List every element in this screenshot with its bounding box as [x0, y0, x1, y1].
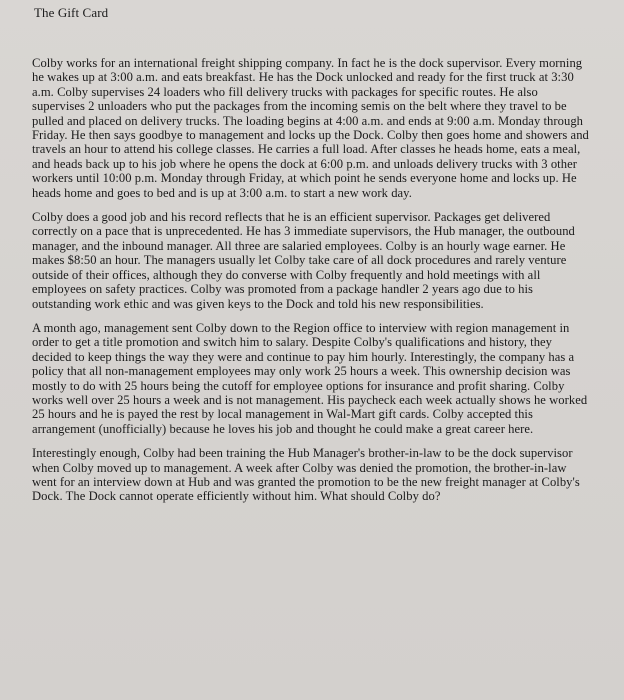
paragraph-4: Interestingly enough, Colby had been training the Hub Manager's brother-in-law to be the dock supervisor when Colby moved up to management. A week after Colby was denied the promotion, the brother-in-law went for an interview down at Hub and was granted the promotion to be the new freight manager at Colby's Dock. The Dock cannot operate efficiently without him. What should Colby do? — [32, 446, 580, 504]
document-body — [32, 56, 590, 514]
document-title: The Gift Card — [34, 5, 109, 20]
paragraph-3: A month ago, management sent Colby down to the Region office to interview with region management in order to get a title promotion and switch him to salary. Despite Colby's qualifications and history, they decided to keep things the way they were and continue to pay him hourly. Interestingly, the company has a policy that all non-management employees may only work 25 hours a week. This ownership decision was mostly to do with 25 hours being the cutoff for employee options for insurance and profit sharing. Colby works well over 25 hours a week and is not management. His paycheck each week actually shows he worked 25 hours and he is payed the rest by local management in Wal-Mart gift cards. Colby accepted this arrangement (unofficially) because he loves his job and thought he could make a great career here. — [32, 320, 588, 436]
paragraph-1: Colby works for an international freight shipping company. In fact he is the dock supervisor. Every morning he wakes up at 3:00 a.m. and eats breakfast. He has the Dock unlocked and ready for the first truck at 3:30 a.m. Colby supervises 24 loaders who fill delivery trucks with packages for specific routes. He also supervises 2 unloaders who put the packages from the incoming semis on the belt where they travel to be pulled and placed on delivery trucks. The loading begins at 4:00 a.m. and ends at 9:00 a.m. Monday through Friday. He then says goodbye to management and locks up the Dock. Colby then goes home and showers and travels an hour to attend his college classes. He carries a full load. After classes he heads home, eats a meal, and heads back up to his job where he opens the dock at 6:00 p.m. and unloads delivery trucks with 3 other workers until 10:00 p.m. Monday through Friday, at which point he sends everyone home and locks up. He heads home and goes to bed and is up at 3:00 a.m. to start a new work day. — [32, 56, 589, 200]
paragraph-2: Colby does a good job and his record reflects that he is an efficient supervisor. Packages get delivered correctly on a pace that is unprecedented. He has 3 immediate supervisors, the Hub manager, the outbound manager, and the inbound manager. All three are salaried employees. Colby is an hourly wage earner. He makes $8:50 an hour. The managers usually let Colby take care of all dock procedures and rarely venture outside of their offices, although they do converse with Colby frequently and hold meetings with all employees on safety practices. Colby was promoted from a package handler 2 years ago due to his outstanding work ethic and was given keys to the Dock and told his new responsibilities. — [32, 210, 575, 311]
